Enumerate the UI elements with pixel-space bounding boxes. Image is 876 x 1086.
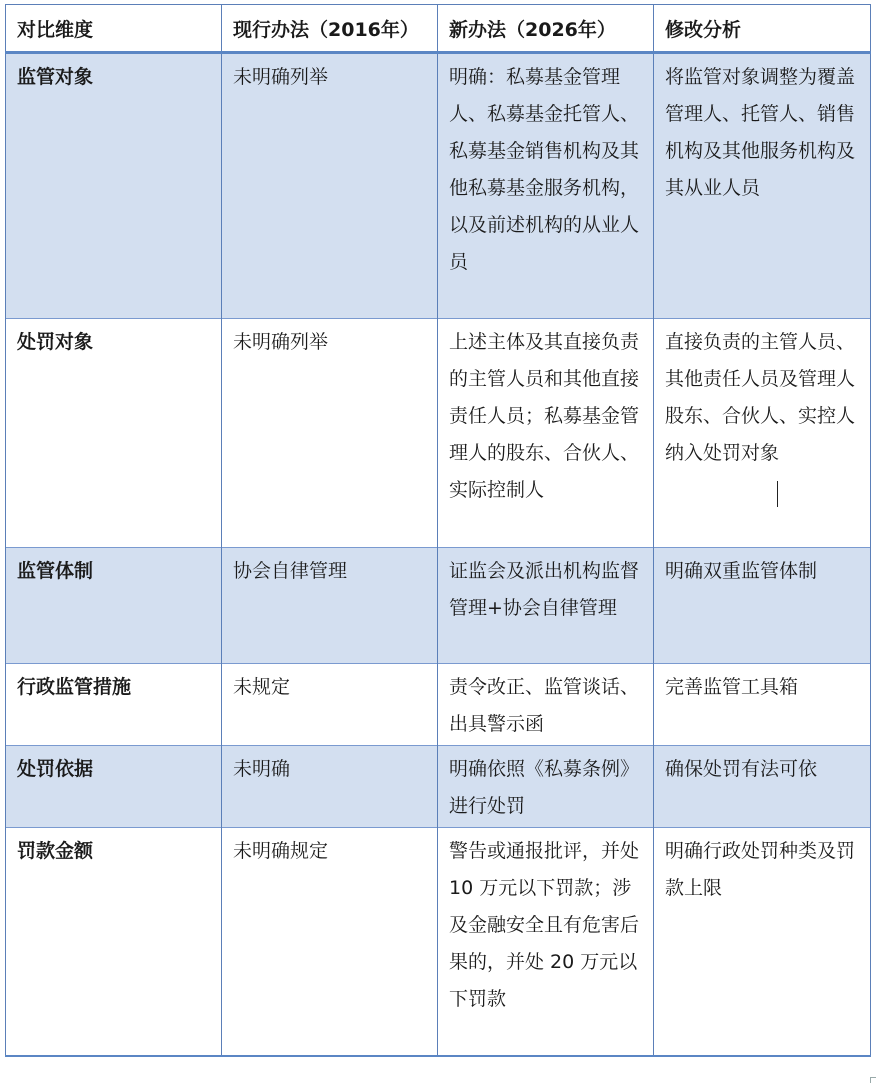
cell-analysis: 完善监管工具箱 bbox=[654, 664, 871, 746]
cell-dimension: 监管体制 bbox=[6, 548, 222, 664]
cell-current: 未明确规定 bbox=[222, 828, 438, 1056]
cell-dimension: 行政监管措施 bbox=[6, 664, 222, 746]
text-cursor bbox=[777, 481, 778, 507]
cell-dimension: 罚款金额 bbox=[6, 828, 222, 1056]
table-row bbox=[6, 548, 871, 664]
cell-current: 未规定 bbox=[222, 664, 438, 746]
cell-dimension: 处罚依据 bbox=[6, 746, 222, 828]
cell-analysis: 明确行政处罚种类及罚款上限 bbox=[654, 828, 871, 1056]
cell-analysis: 确保处罚有法可依 bbox=[654, 746, 871, 828]
cell-analysis: 将监管对象调整为覆盖管理人、托管人、销售机构及其他服务机构及其从业人员 bbox=[654, 53, 871, 319]
page-corner-mark bbox=[870, 1077, 876, 1083]
table-row bbox=[6, 53, 871, 319]
header-cell-dimension: 对比维度 bbox=[6, 5, 222, 53]
cell-current: 协会自律管理 bbox=[222, 548, 438, 664]
cell-analysis: 明确双重监管体制 bbox=[654, 548, 871, 664]
table-row bbox=[6, 664, 871, 746]
cell-dimension: 监管对象 bbox=[6, 53, 222, 319]
cell-new: 上述主体及其直接负责的主管人员和其他直接责任人员；私募基金管理人的股东、合伙人、实际控制人 bbox=[438, 319, 654, 548]
cell-current: 未明确列举 bbox=[222, 53, 438, 319]
cell-new: 责令改正、监管谈话、出具警示函 bbox=[438, 664, 654, 746]
cell-new: 明确依照《私募条例》进行处罚 bbox=[438, 746, 654, 828]
header-cell-analysis: 修改分析 bbox=[654, 5, 871, 53]
table-header-row bbox=[6, 5, 871, 53]
cell-new: 明确：私募基金管理人、私募基金托管人、私募基金销售机构及其他私募基金服务机构，以及前述机构的从业人员 bbox=[438, 53, 654, 319]
table-row bbox=[6, 828, 871, 1056]
cell-current: 未明确列举 bbox=[222, 319, 438, 548]
cell-dimension: 处罚对象 bbox=[6, 319, 222, 548]
header-cell-current: 现行办法（2016年） bbox=[222, 5, 438, 53]
cell-analysis: 直接负责的主管人员、其他责任人员及管理人股东、合伙人、实控人纳入处罚对象 bbox=[654, 319, 871, 548]
cell-current: 未明确 bbox=[222, 746, 438, 828]
table-row bbox=[6, 746, 871, 828]
table-row bbox=[6, 319, 871, 548]
comparison-table bbox=[5, 4, 871, 1057]
header-cell-new: 新办法（2026年） bbox=[438, 5, 654, 53]
cell-new: 证监会及派出机构监督管理+协会自律管理 bbox=[438, 548, 654, 664]
cell-new: 警告或通报批评，并处 10 万元以下罚款；涉及金融安全且有危害后果的，并处 20 万元以下罚款 bbox=[438, 828, 654, 1056]
